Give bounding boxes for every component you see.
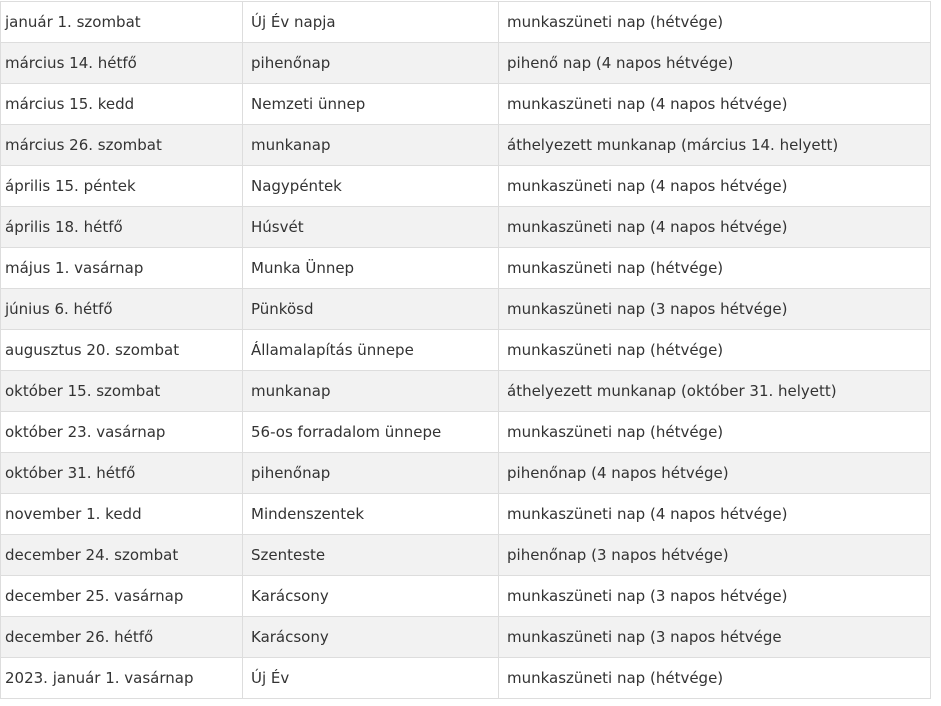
day-type-cell: pihenőnap (4 napos hétvége)	[499, 453, 931, 494]
table-row	[1, 371, 931, 412]
holiday-name-cell: Államalapítás ünnepe	[243, 330, 499, 371]
day-type-cell: munkaszüneti nap (4 napos hétvége)	[499, 84, 931, 125]
day-type-cell: áthelyezett munkanap (március 14. helyett)	[499, 125, 931, 166]
date-cell: április 15. péntek	[1, 166, 243, 207]
date-cell: március 14. hétfő	[1, 43, 243, 84]
table-row	[1, 125, 931, 166]
holiday-name-cell: Nemzeti ünnep	[243, 84, 499, 125]
date-cell: május 1. vasárnap	[1, 248, 243, 289]
table-row	[1, 207, 931, 248]
holiday-name-cell: Munka Ünnep	[243, 248, 499, 289]
day-type-cell: munkaszüneti nap (hétvége)	[499, 658, 931, 699]
holiday-name-cell: Nagypéntek	[243, 166, 499, 207]
date-cell: október 31. hétfő	[1, 453, 243, 494]
date-cell: november 1. kedd	[1, 494, 243, 535]
table-row	[1, 330, 931, 371]
day-type-cell: pihenő nap (4 napos hétvége)	[499, 43, 931, 84]
table-row	[1, 617, 931, 658]
table-row	[1, 166, 931, 207]
date-cell: december 26. hétfő	[1, 617, 243, 658]
day-type-cell: munkaszüneti nap (4 napos hétvége)	[499, 494, 931, 535]
table-row	[1, 248, 931, 289]
holiday-table	[0, 1, 931, 699]
holiday-name-cell: Karácsony	[243, 617, 499, 658]
date-cell: április 18. hétfő	[1, 207, 243, 248]
date-cell: január 1. szombat	[1, 2, 243, 43]
day-type-cell: munkaszüneti nap (4 napos hétvége)	[499, 166, 931, 207]
date-cell: december 25. vasárnap	[1, 576, 243, 617]
holiday-name-cell: 56-os forradalom ünnepe	[243, 412, 499, 453]
date-cell: március 26. szombat	[1, 125, 243, 166]
holiday-name-cell: Szenteste	[243, 535, 499, 576]
holiday-table-body	[1, 2, 931, 699]
holiday-name-cell: Pünkösd	[243, 289, 499, 330]
holiday-name-cell: Új Év	[243, 658, 499, 699]
table-row	[1, 289, 931, 330]
table-row	[1, 658, 931, 699]
date-cell: december 24. szombat	[1, 535, 243, 576]
holiday-name-cell: Húsvét	[243, 207, 499, 248]
day-type-cell: munkaszüneti nap (3 napos hétvége	[499, 617, 931, 658]
table-row	[1, 43, 931, 84]
holiday-name-cell: Új Év napja	[243, 2, 499, 43]
date-cell: október 23. vasárnap	[1, 412, 243, 453]
day-type-cell: munkaszüneti nap (4 napos hétvége)	[499, 207, 931, 248]
day-type-cell: áthelyezett munkanap (október 31. helyett)	[499, 371, 931, 412]
day-type-cell: munkaszüneti nap (hétvége)	[499, 2, 931, 43]
holiday-name-cell: Mindenszentek	[243, 494, 499, 535]
holiday-name-cell: pihenőnap	[243, 43, 499, 84]
table-row	[1, 494, 931, 535]
day-type-cell: munkaszüneti nap (hétvége)	[499, 248, 931, 289]
holiday-name-cell: Karácsony	[243, 576, 499, 617]
day-type-cell: munkaszüneti nap (hétvége)	[499, 330, 931, 371]
date-cell: június 6. hétfő	[1, 289, 243, 330]
date-cell: 2023. január 1. vasárnap	[1, 658, 243, 699]
day-type-cell: munkaszüneti nap (3 napos hétvége)	[499, 289, 931, 330]
date-cell: október 15. szombat	[1, 371, 243, 412]
table-row	[1, 2, 931, 43]
day-type-cell: munkaszüneti nap (3 napos hétvége)	[499, 576, 931, 617]
date-cell: március 15. kedd	[1, 84, 243, 125]
holiday-name-cell: pihenőnap	[243, 453, 499, 494]
table-row	[1, 84, 931, 125]
table-row	[1, 412, 931, 453]
holiday-name-cell: munkanap	[243, 371, 499, 412]
table-row	[1, 535, 931, 576]
day-type-cell: munkaszüneti nap (hétvége)	[499, 412, 931, 453]
table-row	[1, 453, 931, 494]
holiday-table-container	[0, 1, 930, 699]
day-type-cell: pihenőnap (3 napos hétvége)	[499, 535, 931, 576]
table-row	[1, 576, 931, 617]
holiday-name-cell: munkanap	[243, 125, 499, 166]
date-cell: augusztus 20. szombat	[1, 330, 243, 371]
